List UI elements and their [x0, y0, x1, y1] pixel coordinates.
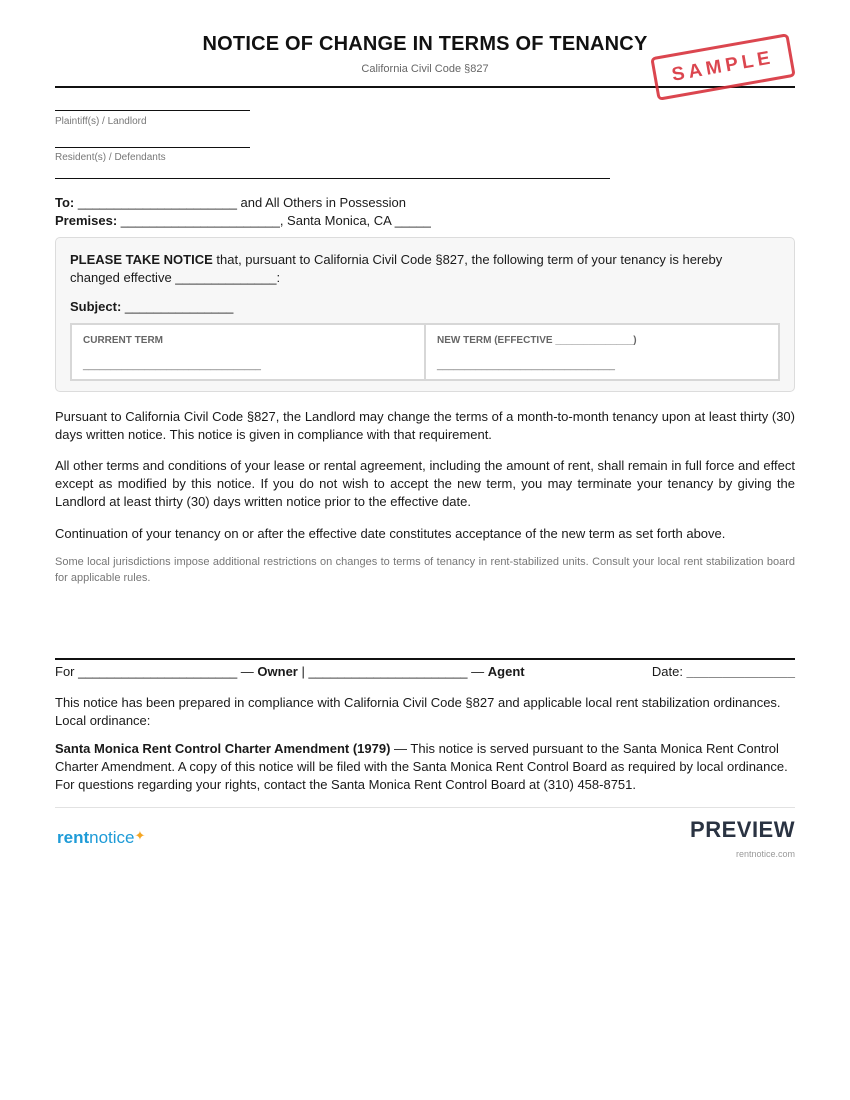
site-url: rentnotice.com: [735, 849, 795, 859]
terms-table: [70, 323, 780, 381]
document-subtitle: California Civil Code §827: [361, 63, 489, 75]
notice-text: [70, 251, 760, 287]
date-field: [652, 664, 795, 679]
notice-body: that, pursuant to California Civil Code §827, the following term of your tenancy is hereby changed effective ______________:: [70, 252, 723, 285]
middle-text: | ______________________ —: [297, 664, 488, 679]
to-label: To:: [55, 195, 75, 210]
sample-stamp: SAMPLE: [650, 33, 796, 101]
subject-blank: _______________: [121, 299, 234, 314]
date-blank: _______________: [686, 664, 795, 679]
logo-notice: notice: [89, 828, 135, 847]
compliance-text: This notice has been prepared in compliance with California Civil Code §827 and applicable local rent stabilization ordinances. Local ordinance:: [55, 695, 781, 728]
agent-label: Agent: [487, 664, 525, 679]
new-term-blank: ________________________________: [437, 360, 615, 371]
current-term-blank: ________________________________: [83, 360, 261, 371]
plaintiff-blank-line: [55, 110, 250, 111]
premises-text: ______________________, Santa Monica, CA _____: [117, 213, 431, 228]
subject-label: Subject:: [70, 299, 122, 314]
premises-line: [55, 213, 431, 228]
notice-lead: PLEASE TAKE NOTICE: [70, 252, 213, 267]
subject-line: [70, 299, 233, 314]
signature-row: [55, 664, 795, 679]
resident-label: Resident(s) / Defendants: [55, 152, 166, 163]
jurisdiction-note: Some local jurisdictions impose additional restrictions on changes to terms of tenancy in rent-stabilized units. Consult your local rent stabilization board for applicable rules.: [55, 556, 795, 584]
current-term-cell: [72, 325, 424, 379]
logo-rent: rent: [57, 828, 90, 847]
resident-blank-line: [55, 147, 250, 148]
ordinance-name: Santa Monica Rent Control Charter Amendment (1979): [55, 741, 391, 756]
document-title: NOTICE OF CHANGE IN TERMS OF TENANCY: [202, 33, 648, 55]
paragraph-notice-requirement: Pursuant to California Civil Code §827, the Landlord may change the terms of a month-to-month tenancy upon at least thirty (30) days written notice. This notice is given in compliance with that requirement.: [55, 409, 795, 442]
plaintiff-label: Plaintiff(s) / Landlord: [55, 116, 147, 127]
new-term-header: NEW TERM (EFFECTIVE ______________): [437, 335, 637, 346]
paragraph-continuation: Continuation of your tenancy on or after the effective date constitutes acceptance of the new term as set forth above.: [55, 526, 726, 541]
footer-rule: [55, 807, 795, 808]
caption-rule: [55, 178, 610, 179]
signature-rule: [55, 658, 795, 660]
current-term-header: CURRENT TERM: [83, 335, 163, 346]
paragraph-other-terms: All other terms and conditions of your lease or rental agreement, including the amount of rent, shall remain in full force and effect except as modified by this notice. If you do not wish to accept the new term, you may terminate your tenancy by giving the Landlord at least thirty (30) days written notice prior to the effective date.: [55, 458, 795, 509]
sparkle-icon: ✦: [134, 828, 146, 843]
owner-label: Owner: [257, 664, 298, 679]
ordinance-paragraph: [55, 740, 795, 794]
premises-label: Premises:: [55, 213, 118, 228]
notice-box: [55, 237, 795, 392]
for-text: For ______________________ —: [55, 664, 258, 679]
signature-parties: [55, 664, 525, 679]
to-text: ______________________ and All Others in Possession: [74, 195, 407, 210]
ordinance-text: — This notice is served pursuant to the Santa Monica Rent Control Charter Amendment. A copy of this notice will be filed with the Santa Monica Rent Control Board as required by local ordinance. For questions regarding your rights, contact the Santa Monica Rent Control Board at (310) 458-8751.: [55, 741, 788, 792]
new-term-cell: [424, 325, 778, 379]
date-label: Date:: [651, 664, 687, 679]
rentnotice-logo: [57, 828, 145, 848]
to-line: [55, 195, 406, 210]
preview-label: PREVIEW: [690, 817, 795, 842]
